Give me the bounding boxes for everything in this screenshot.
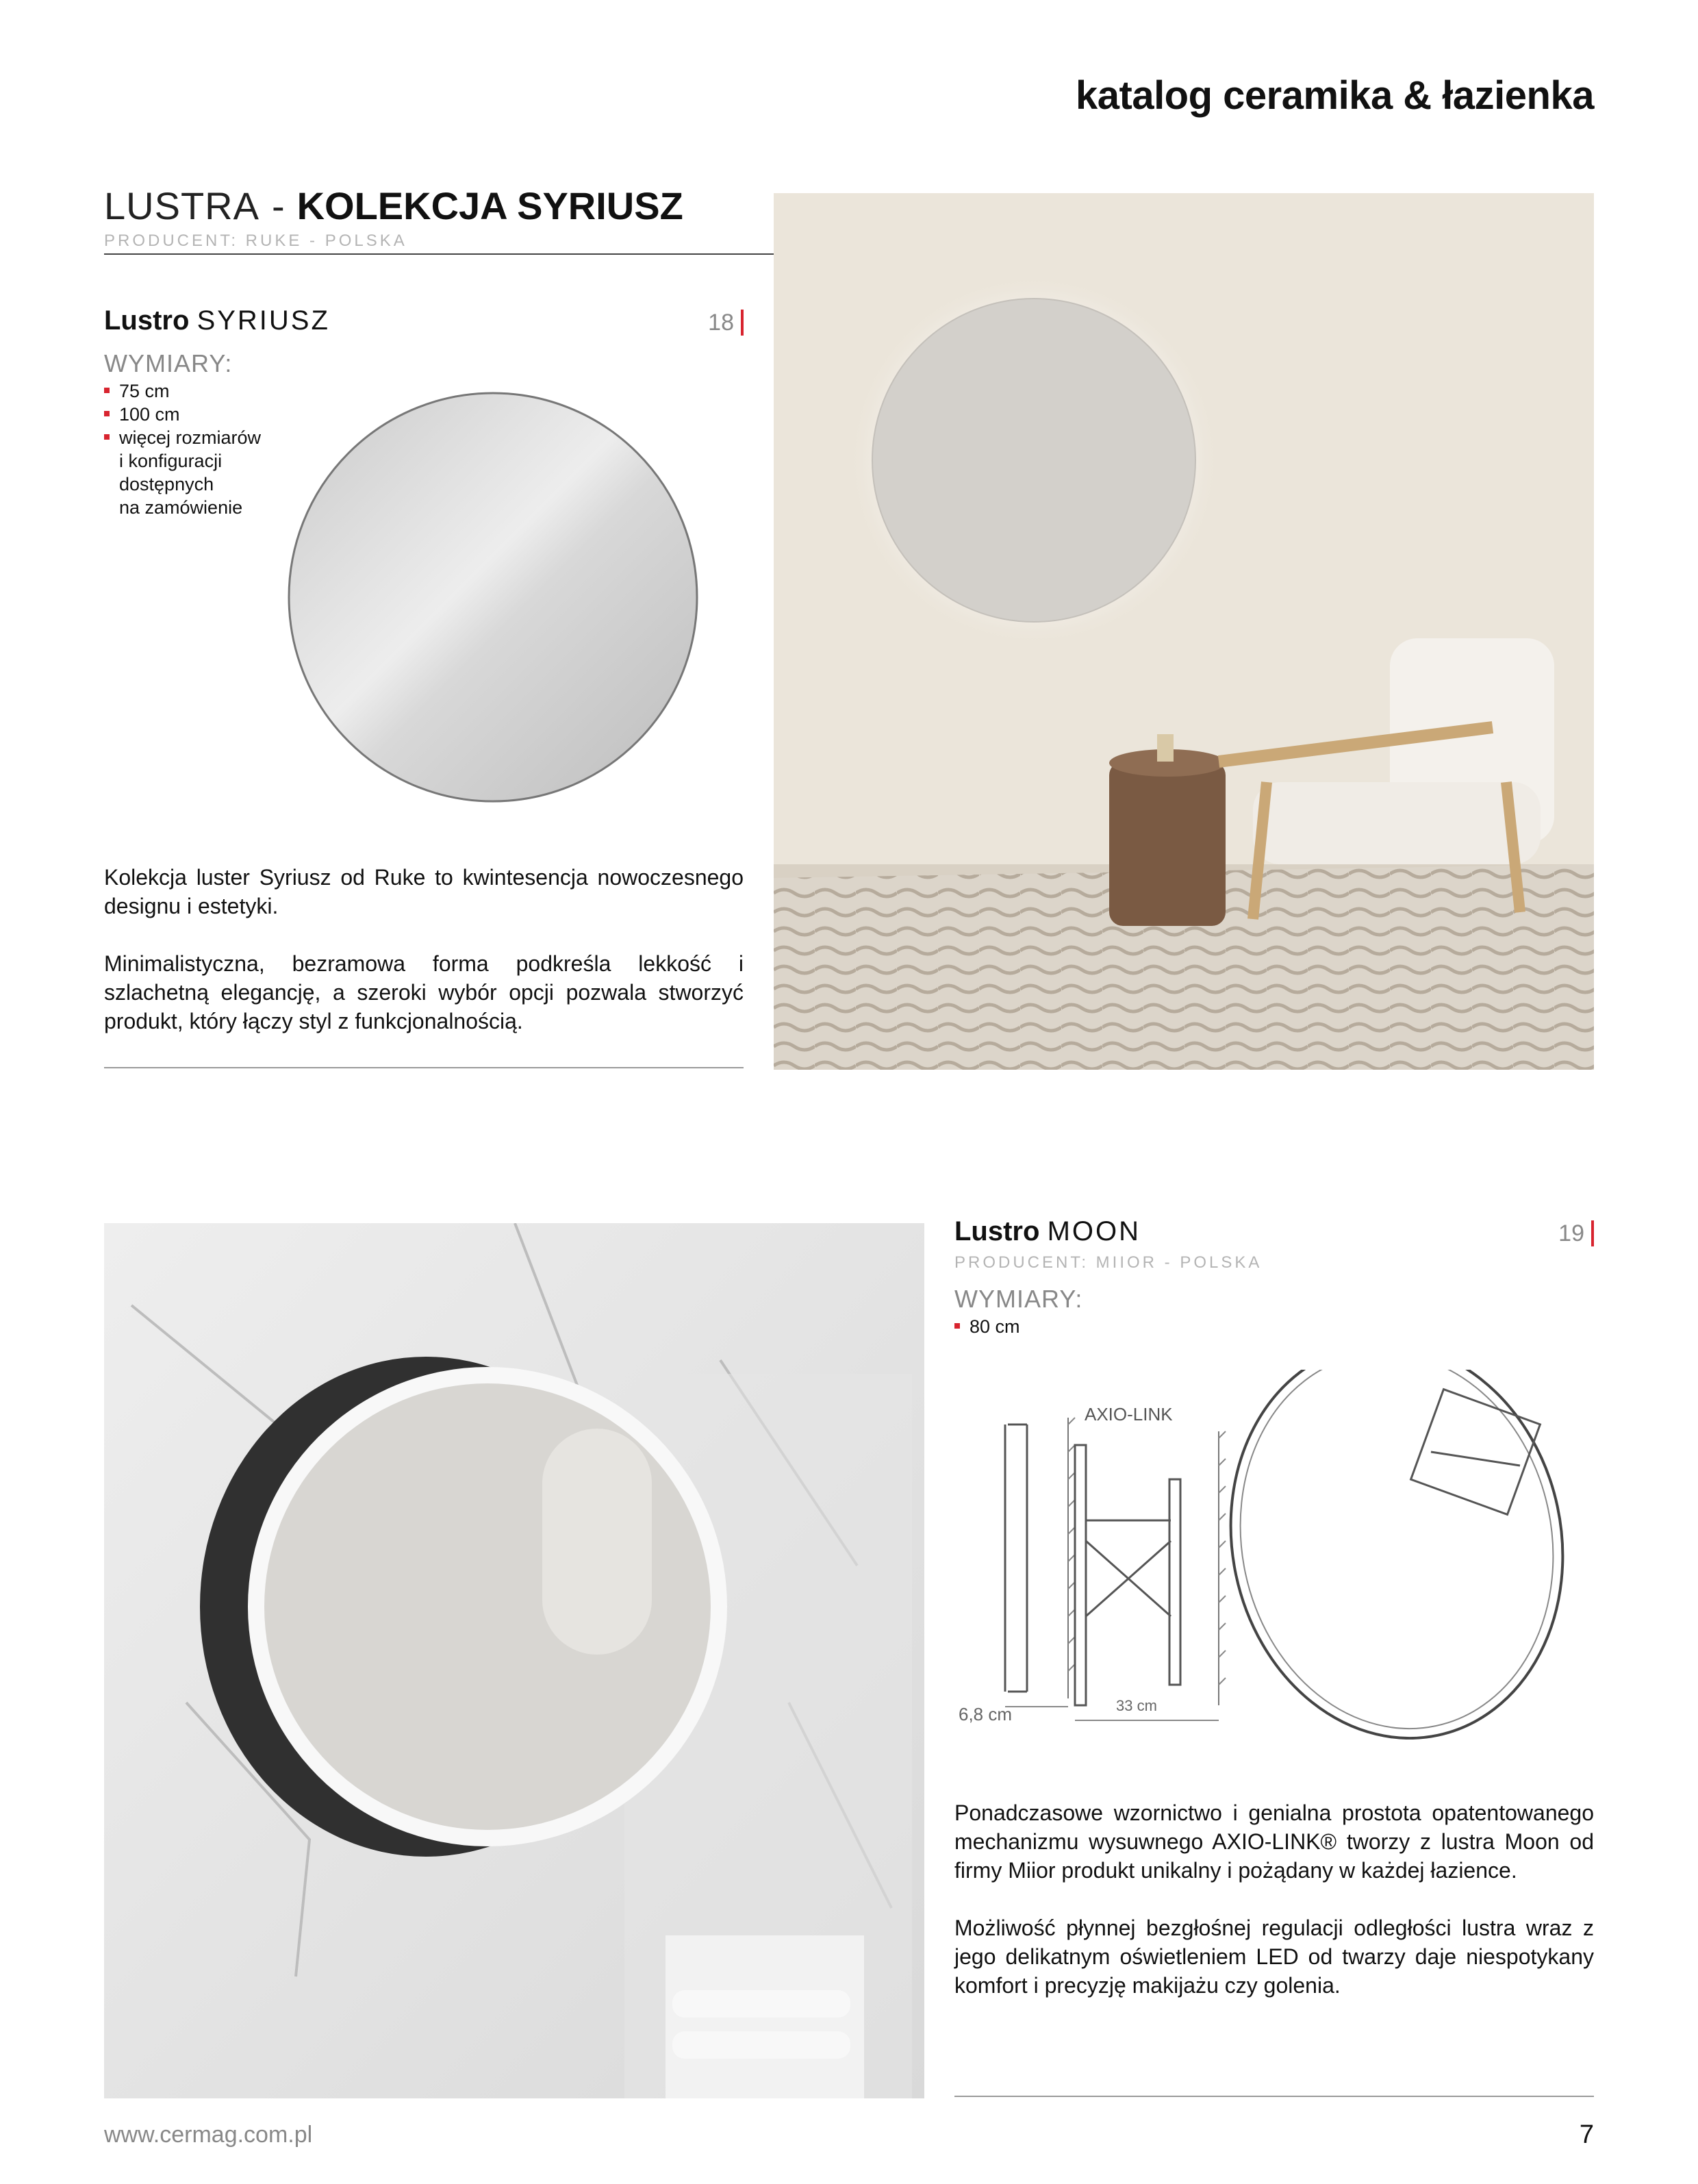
product2-title [954, 1216, 1141, 1247]
product1-title [104, 305, 330, 336]
product2-name: Lustro [954, 1216, 1040, 1246]
product1-paragraph: Minimalistyczna, bezramowa forma podkreśla lekkość i szlachetną elegancję, a szeroki wybór opcji pozwala stworzyć produkt, który łączy styl z funkcjonalnością. [104, 951, 744, 1033]
led-mirror-icon [200, 1357, 727, 1857]
product2-technical-drawing [959, 1370, 1595, 1740]
drawing-extension-label: 33 cm [1116, 1697, 1157, 1714]
product1-interior-photo [774, 193, 1594, 1070]
product1-description [104, 863, 744, 1064]
product2-number: 19 [1558, 1220, 1594, 1246]
section-name: KOLEKCJA SYRIUSZ [296, 184, 683, 227]
product1-divider [104, 1067, 744, 1068]
product2-dim-item: 80 cm [954, 1315, 1160, 1338]
drawing-mechanism-label: AXIO-LINK [1085, 1404, 1173, 1424]
product2-producer: PRODUCENT: MIIOR - POLSKA [954, 1253, 1263, 1272]
section-divider [104, 253, 774, 255]
product1-name: Lustro [104, 305, 190, 336]
drawing-depth-label: 6,8 cm [959, 1704, 1013, 1724]
product2-dims-label: WYMIARY: [954, 1285, 1083, 1313]
product2-bathroom-photo [104, 1223, 924, 2098]
product2-description [954, 1798, 1594, 2029]
page-number: 7 [1579, 2120, 1594, 2149]
section-separator: - [271, 184, 285, 227]
product1-dim-item: 75 cm [104, 379, 309, 403]
product1-number: 18 [708, 310, 744, 336]
product1-paragraph: Kolekcja luster Syriusz od Ruke to kwintesencja nowoczesnego designu i estetyki. [104, 865, 744, 918]
round-mirror-icon [289, 393, 697, 801]
section-title [104, 184, 683, 228]
technical-drawing-icon [959, 1370, 1595, 1740]
product2-paragraph: Możliwość płynnej bezgłośnej regulacji odległości lustra wraz z jego delikatnym oświetleniem LED od twarzy daje niespotykany komfort i precyzję makijażu czy golenia. [954, 1916, 1594, 1998]
catalog-title: katalog ceramika & łazienka [1075, 73, 1594, 118]
product1-dim-item-more: więcej rozmiarów i konfiguracji dostępnych na zamówienie [104, 426, 309, 519]
product1-mirror-image [260, 384, 726, 808]
round-mirror-icon [849, 275, 1219, 645]
product2-model: MOON [1047, 1216, 1141, 1246]
section-prefix: LUSTRA [104, 184, 259, 227]
product1-model: SYRIUSZ [197, 305, 330, 336]
product2-divider [954, 2096, 1594, 2097]
section-producer: PRODUCENT: RUKE - POLSKA [104, 231, 407, 250]
product1-dims-label: WYMIARY: [104, 349, 233, 377]
footer-url: www.cermag.com.pl [104, 2122, 313, 2148]
product2-paragraph: Ponadczasowe wzornictwo i genialna prostota opatentowanego mechanizmu wysuwnego AXIO-LINK® tworzy z lustra Moon od firmy Miior produkt unikalny i pożądany w każdej łazience. [954, 1800, 1594, 1883]
product2-dims-list [954, 1315, 1160, 1338]
side-table-icon [1109, 734, 1226, 926]
product1-dim-item: 100 cm [104, 403, 309, 426]
